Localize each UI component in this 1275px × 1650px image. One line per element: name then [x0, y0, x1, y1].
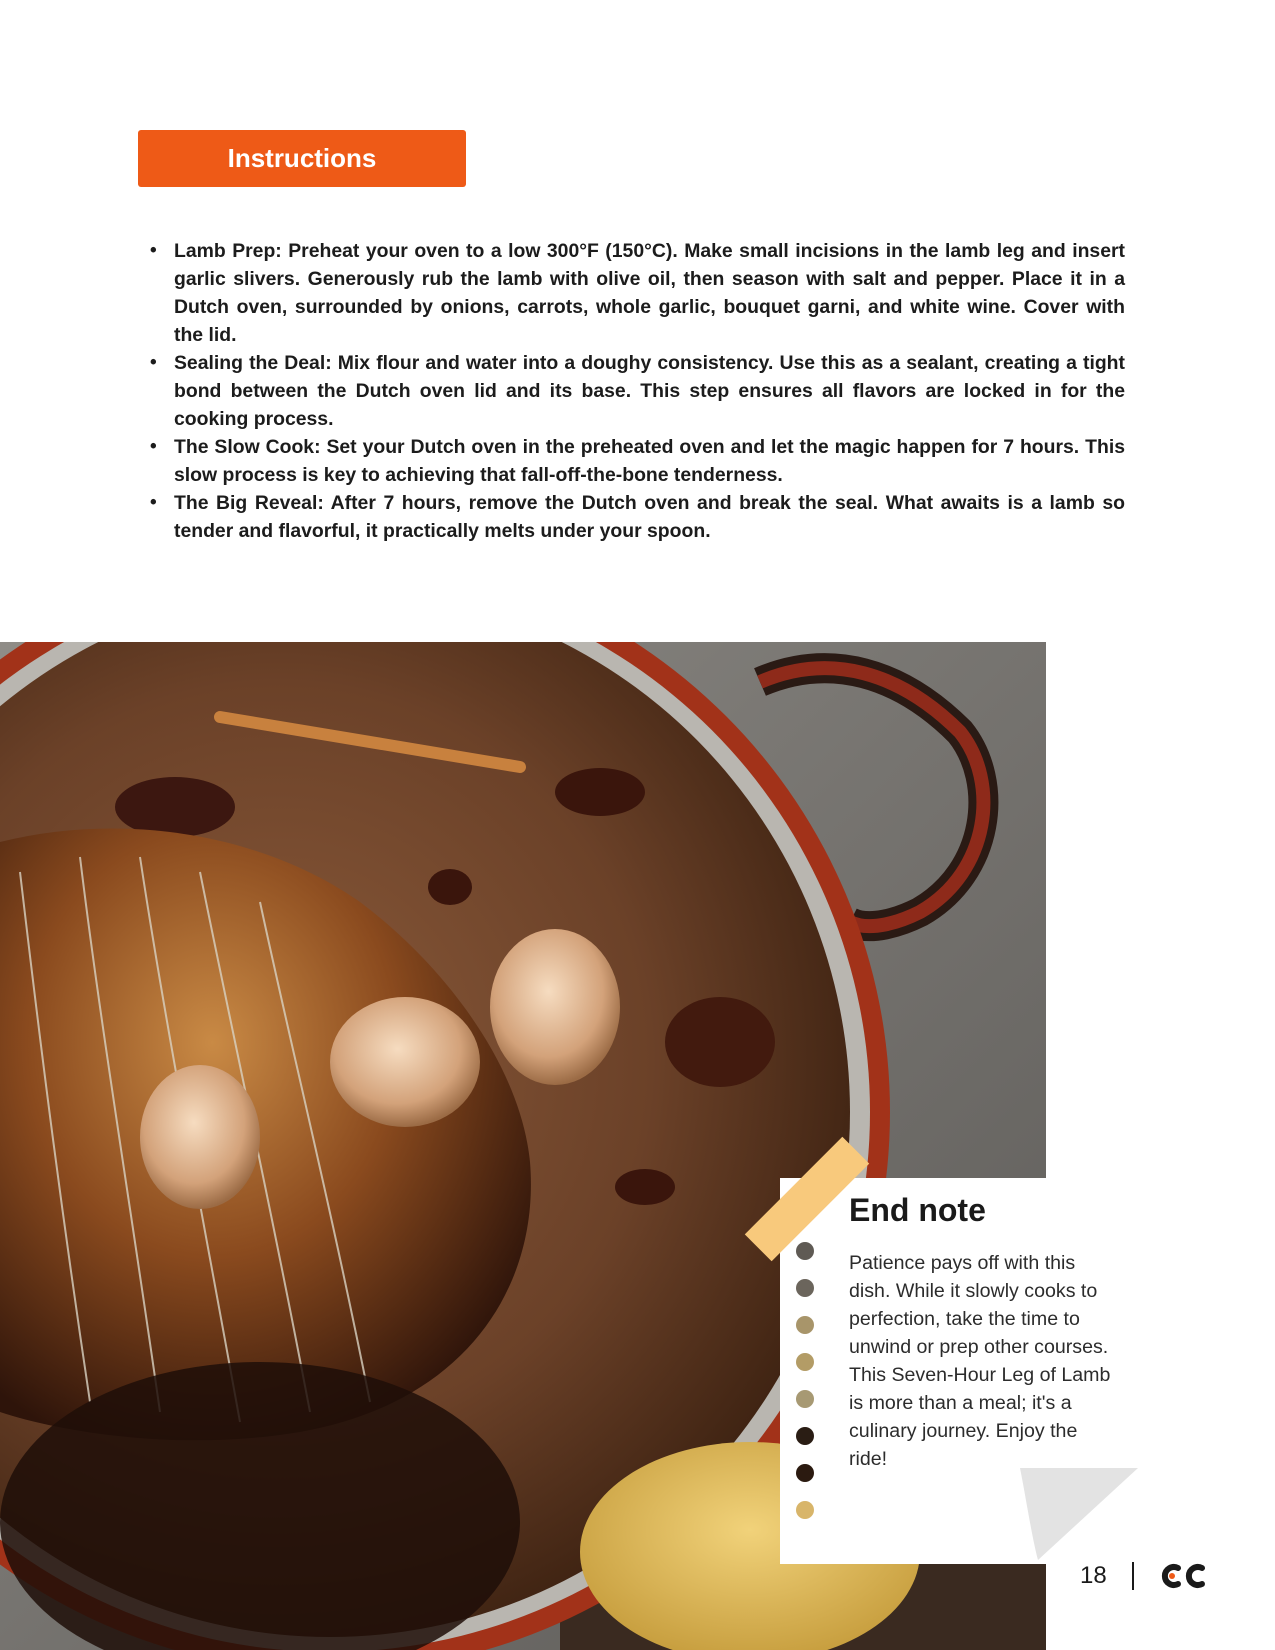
bead: [796, 1353, 814, 1371]
instructions-heading-badge: [138, 130, 466, 187]
bead: [796, 1390, 814, 1408]
cc-logo-icon: [1158, 1562, 1208, 1590]
bead: [796, 1501, 814, 1519]
end-note-text: Patience pays off with this dish. While it slowly cooks to perfection, take the time to unwind or prep other courses. This Seven-Hour Leg of Lamb is more than a meal; it's a culinary journey. Enjoy the ride!: [849, 1252, 1111, 1470]
bead: [796, 1279, 814, 1297]
beads-decoration: [796, 1242, 816, 1522]
bead: [796, 1242, 814, 1260]
page-number: 18: [1080, 1562, 1107, 1589]
instruction-steps-list: [174, 237, 1125, 545]
bead: [796, 1464, 814, 1482]
step-item: • The Slow Cook: Set your Dutch oven in the preheated oven and let the magic happen for 7 hours. This slow process is key to achieving that fall-off-the-bone tenderness.: [174, 433, 1125, 489]
step-item: • The Big Reveal: After 7 hours, remove the Dutch oven and break the seal. What awaits is a lamb so tender and flavorful, it practically melts under your spoon.: [174, 489, 1125, 545]
page-curl-decoration: [1018, 1468, 1138, 1568]
step-item: • Lamb Prep: Preheat your oven to a low 300°F (150°C). Make small incisions in the lamb leg and insert garlic slivers. Generously rub the lamb with olive oil, then season with salt and pepper. Place it in a Dutch oven, surrounded by onions, carrots, whole garlic, bouquet garni, and white wine. Cover with the lid.: [174, 237, 1125, 349]
bead: [796, 1427, 814, 1445]
step-item: • Sealing the Deal: Mix flour and water into a doughy consistency. Use this as a sealant, creating a tight bond between the Dutch oven lid and its base. This step ensures all flavors are locked in for the cooking process.: [174, 349, 1125, 433]
instructions-heading: Instructions: [227, 143, 377, 173]
bead: [796, 1316, 814, 1334]
footer-separator: [1132, 1562, 1134, 1590]
end-note-title: End note: [849, 1192, 986, 1228]
